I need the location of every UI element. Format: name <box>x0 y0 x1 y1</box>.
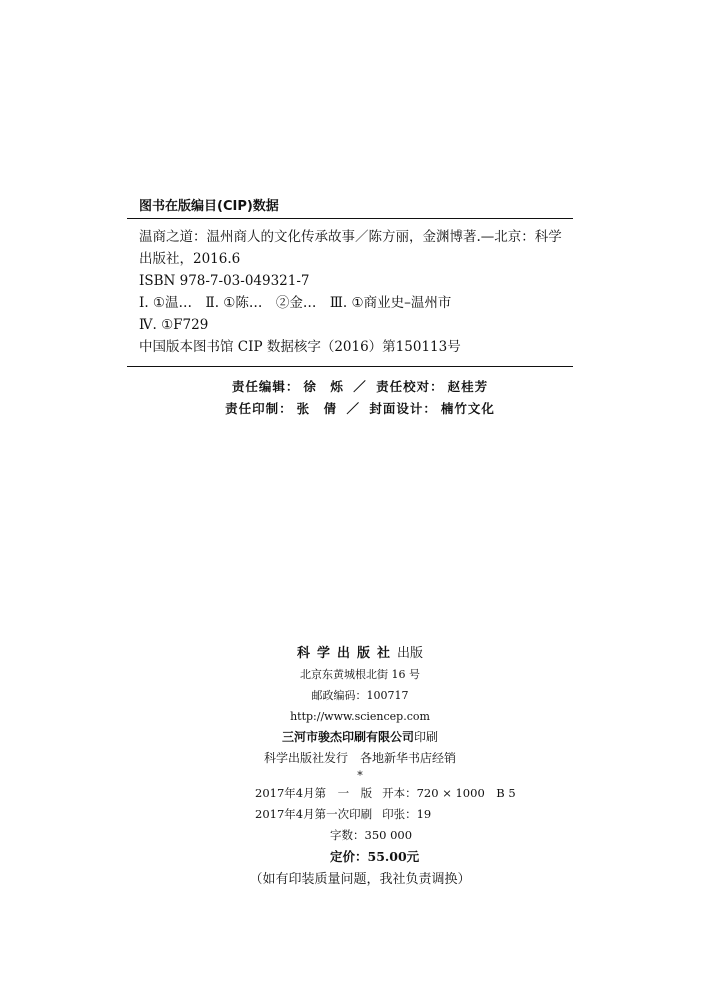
price-value: 55.00元 <box>367 849 420 864</box>
edition-date: 2017年4月第 一 版 <box>255 786 373 800</box>
cip-record-number: 中国版本图书馆 CIP 数据核字（2016）第150113号 <box>139 339 461 355</box>
publisher-address: 北京东黄城根北街 16 号 <box>300 668 420 681</box>
separator-star: * <box>357 769 363 782</box>
editor-label: 责任编辑： <box>231 379 300 394</box>
print-name: 张 倩 <box>296 401 338 416</box>
cip-title-line: 温商之道：温州商人的文化传承故事／陈方丽，金渊博著.—北京：科学出版社，2016.6 <box>139 229 562 267</box>
publisher-website: http://www.sciencep.com <box>290 710 430 723</box>
print-label: 责任印制： <box>225 401 293 416</box>
proof-name: 赵桂芳 <box>447 379 489 394</box>
cip-bottom-rule <box>127 366 573 367</box>
credits-separator: ／ <box>346 401 360 416</box>
imprint-block <box>0 643 720 890</box>
publisher-line <box>0 643 720 664</box>
cip-isbn: ISBN 978-7-03-049321-7 <box>139 273 310 289</box>
printer-suffix: 印刷 <box>414 730 439 744</box>
publisher-name: 科学出版社 <box>296 646 397 661</box>
proof-label: 责任校对： <box>376 379 444 394</box>
credits-block <box>0 376 720 420</box>
word-count: 字数：350 000 <box>330 828 413 842</box>
publisher-suffix: 出版 <box>397 646 424 661</box>
credits-row-2 <box>0 398 720 420</box>
postal-code: 邮政编码：100717 <box>311 689 409 702</box>
editor-name: 徐 烁 <box>303 379 344 394</box>
cip-heading: 图书在版编目(CIP)数据 <box>139 199 279 214</box>
cover-name: 楠竹文化 <box>440 401 495 416</box>
price-label: 定价： <box>330 849 368 864</box>
edition-line <box>0 783 720 804</box>
printing-date: 2017年4月第一次印刷 <box>255 807 373 821</box>
printer-line <box>0 727 720 748</box>
printing-line <box>0 804 720 825</box>
cip-classification-line-2: Ⅳ. ①F729 <box>139 317 209 333</box>
book-format: 开本：720 × 1000 B 5 <box>382 786 516 800</box>
cover-label: 封面设计： <box>369 401 437 416</box>
credits-row-1 <box>0 376 720 398</box>
cip-content <box>127 219 573 366</box>
print-sheets: 印张：19 <box>382 807 432 821</box>
printer-name: 三河市骏杰印刷有限公司 <box>281 730 414 744</box>
distribution-line: 科学出版社发行 各地新华书店经销 <box>263 751 456 765</box>
price-line <box>0 846 720 867</box>
cip-data-block <box>127 195 573 367</box>
exchange-notice: （如有印装质量问题，我社负责调换） <box>249 872 471 887</box>
credits-separator: ／ <box>353 379 367 394</box>
cip-classification-line-1: Ⅰ. ①温… Ⅱ. ①陈… ②金… Ⅲ. ①商业史–温州市 <box>139 295 452 311</box>
